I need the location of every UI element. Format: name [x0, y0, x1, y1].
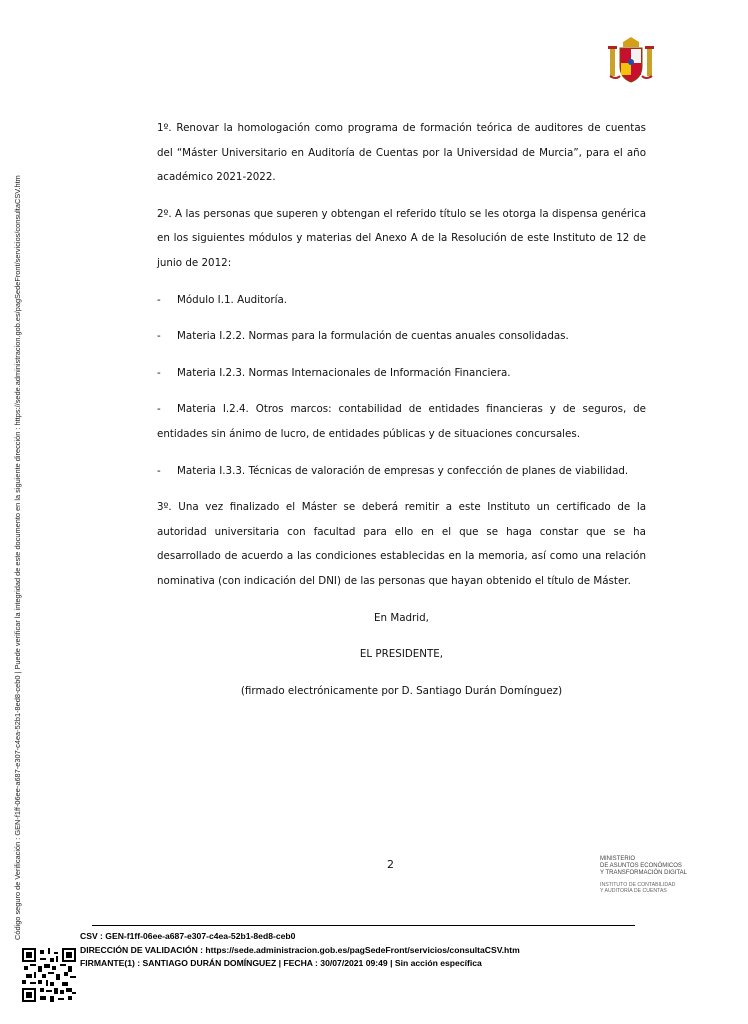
ministry-line: Y TRANSFORMACIÓN DIGITAL: [600, 870, 688, 876]
document-body: [157, 116, 646, 715]
list-dash: -: [157, 366, 161, 379]
list-item: [157, 397, 646, 446]
page-number: 2: [387, 858, 394, 871]
validation-url: DIRECCIÓN DE VALIDACIÓN : https://sede.administracion.gob.es/pagSedeFront/servicios/consultaCSV.htm: [80, 944, 520, 955]
ministry-logo-text: [600, 856, 687, 894]
paragraph-3: 3º. Una vez finalizado el Máster se deberá remitir a este Instituto un certificado de la autoridad universitaria con facultad para ello en el que se haga constar que se ha desarrollado de acuerdo a las condiciones establecidas en la memoria, así como una relación nominativa (con indicación del DNI) de las personas que hayan obtenido el título de Máster.: [157, 501, 646, 587]
list-item-text: Materia I.2.2. Normas para la formulación de cuentas anuales consolidadas.: [177, 330, 569, 343]
footer: [80, 930, 520, 971]
list-dash: -: [157, 464, 161, 477]
institute-line: Y AUDITORÍA DE CUENTAS: [600, 888, 667, 894]
ministry-line: MINISTERIO: [600, 856, 636, 862]
paragraph-1: 1º. Renovar la homologación como programa de formación teórica de auditores de cuentas del “Máster Universitario en Auditoría de Cuentas por la Universidad de Murcia”, para el año académico 2021-2022.: [157, 122, 646, 184]
signature-line: (firmado electrónicamente por D. Santiago Durán Domínguez): [240, 684, 563, 697]
list-item-text: Materia I.2.3. Normas Internacionales de Información Financiera.: [177, 366, 511, 379]
list-dash: -: [157, 403, 161, 416]
signer-info: FIRMANTE(1) : SANTIAGO DURÁN DOMÍNGUEZ | FECHA : 30/07/2021 09:49 | Sin acción específica: [80, 958, 482, 968]
paragraph-2: 2º. A las personas que superen y obtengan el referido título se les otorga la dispensa genérica en los siguientes módulos y materias del Anexo A de la Resolución de este Instituto de 12 de junio de 2012:: [157, 207, 646, 269]
list-item-text: Materia I.2.4. Otros marcos: contabilidad de entidades financieras y de seguros, de entidades sin ánimo de lucro, de entidades públicas y de situaciones concursales.: [157, 403, 646, 440]
place-line: En Madrid,: [374, 611, 429, 624]
list-dash: -: [157, 330, 161, 343]
list-item-text: Materia I.3.3. Técnicas de valoración de empresas y confección de planes de viabilidad.: [177, 464, 629, 477]
list-item-text: Módulo I.1. Auditoría.: [177, 293, 288, 306]
footer-divider: [92, 925, 635, 926]
verification-side-note: Código seguro de Verificación : GEN-f1ff-06ee-a687-e307-c4ea-52b1-8ed8-ceb0 | Puede verificar la integridad de este documento en la siguiente dirección : https://sede.administracion.gob.es/pagSedeFront/servicios/consultaCSV.htm: [13, 175, 22, 940]
list-item: [157, 288, 646, 313]
qr-code-icon: [22, 948, 76, 1002]
list-item: [157, 361, 646, 386]
coat-of-arms-spain-icon: [606, 36, 656, 86]
ministry-line: DE ASUNTOS ECONÓMICOS: [600, 863, 682, 869]
csv-code: CSV : GEN-f1ff-06ee-a687-e307-c4ea-52b1-8ed8-ceb0: [80, 931, 296, 941]
list-item: [157, 459, 646, 484]
institute-line: INSTITUTO DE CONTABILIDAD: [600, 882, 676, 888]
list-item: [157, 324, 646, 349]
signer-title: EL PRESIDENTE,: [359, 648, 444, 661]
list-dash: -: [157, 293, 161, 306]
